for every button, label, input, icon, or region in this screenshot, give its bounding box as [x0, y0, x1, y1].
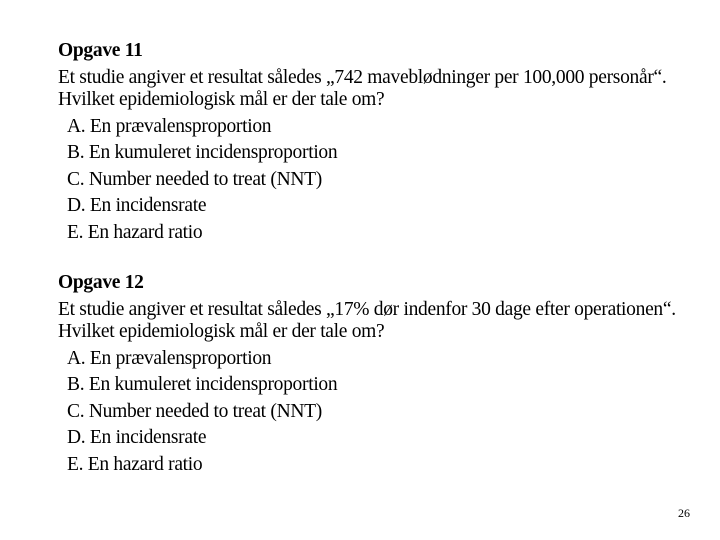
option-c: C. Number needed to treat (NNT): [67, 168, 322, 190]
option-d: D. En incidensrate: [67, 427, 207, 448]
option-a: A. En prævalensproportion: [67, 115, 272, 137]
answer-options: [58, 346, 678, 479]
option-d: D. En incidensrate: [67, 195, 207, 216]
option-e: E. En hazard ratio: [67, 453, 203, 475]
option-b: B. En kumuleret incidensproportion: [67, 374, 338, 395]
answer-options: [58, 114, 678, 247]
question-text: Et studie angiver et resultat således „17% dør indenfor 30 dage efter operationen“. Hvilket epidemiologisk mål er der tale om?: [58, 298, 676, 342]
question-title: Opgave 12: [58, 272, 144, 293]
option-c: C. Number needed to treat (NNT): [67, 400, 322, 422]
question-title: Opgave 11: [58, 40, 143, 61]
option-a: A. En prævalensproportion: [67, 347, 272, 369]
question-11: [58, 38, 678, 246]
question-12: [58, 270, 678, 478]
option-b: B. En kumuleret incidensproportion: [67, 142, 338, 163]
question-text: Et studie angiver et resultat således „742 maveblødninger per 100,000 personår“. Hvilket epidemiologisk mål er der tale om?: [58, 66, 667, 110]
page-number: 26: [678, 506, 690, 520]
option-e: E. En hazard ratio: [67, 221, 203, 243]
